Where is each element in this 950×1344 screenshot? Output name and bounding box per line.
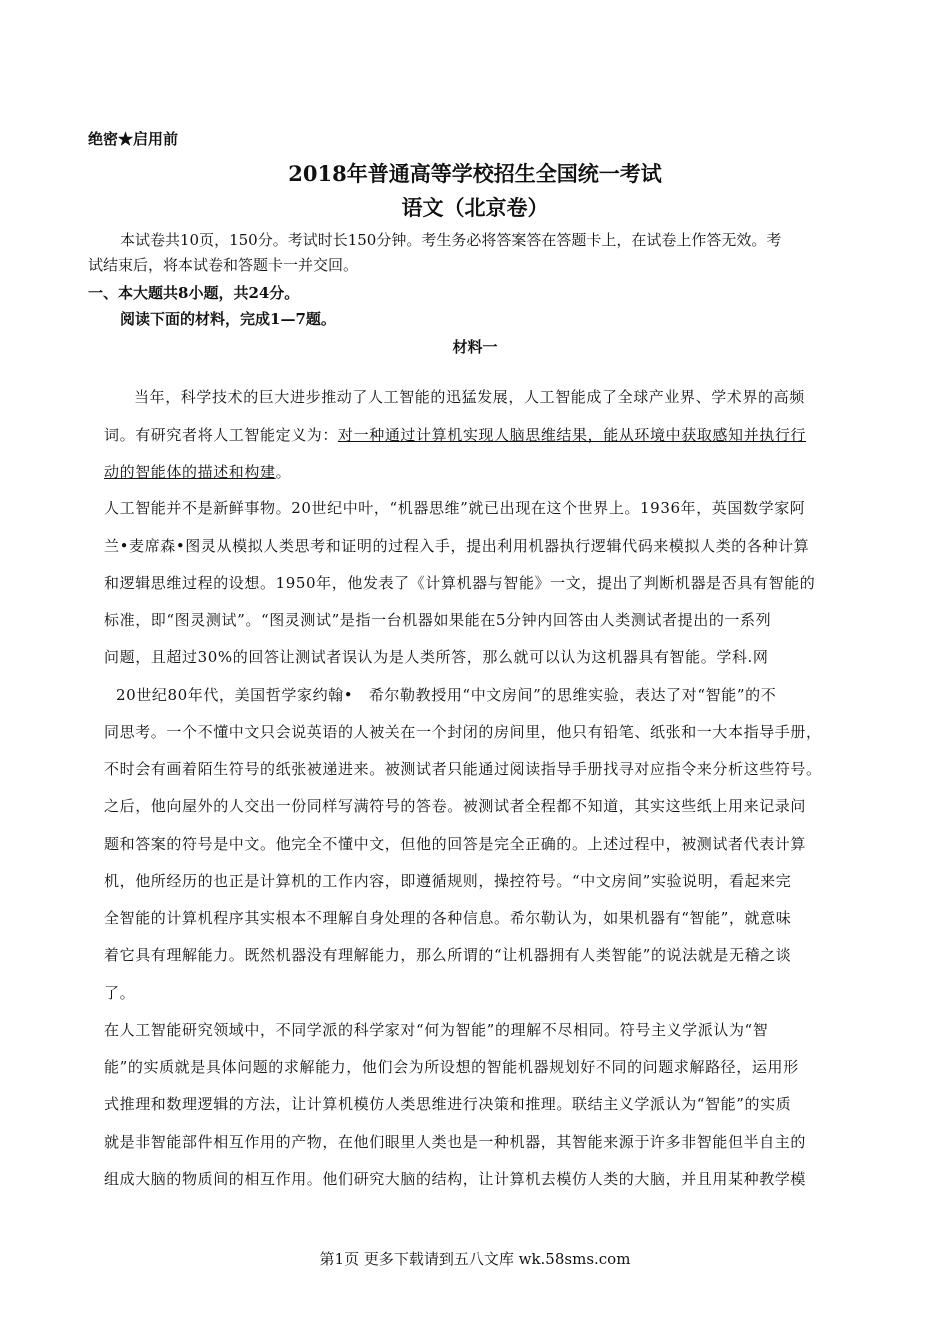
paragraph-line: 组成大脑的物质间的相互作用。他们研究大脑的结构，让计算机去模仿人类的大脑，并且用某种教学模 [104,1170,807,1188]
underlined-definition: 对一种通过计算机实现人脑思维结果，能从环境中获取感知并执行行 [338,426,807,444]
text-span: 。 [275,463,292,481]
paragraph-line: 题和答案的符号是中文。他完全不懂中文，但他的回答是完全正确的。上述过程中，被测试者代表计算 [104,835,807,853]
exam-title: 2018年普通高等学校招生全国统一考试 [288,161,662,186]
text-span: 词。有研究者将人工智能定义为： [104,426,339,444]
paragraph-line: 标准，即“图灵测试”。“图灵测试”是指一台机器如果能在5分钟内回答由人类测试者提出的一系列 [104,611,772,629]
paragraph-line: 20世纪80年代，美国哲学家约翰• 希尔勒教授用“中文房间”的思维实验，表达了对“智能”的不 [116,686,777,704]
section-heading: 一、本大题共8小题，共24分。 [88,284,300,302]
paragraph-line: 和逻辑思维过程的设想。1950年，他发表了《计算机器与智能》一文，提出了判断机器是否具有智能的 [104,574,816,592]
paragraph-line [104,424,806,445]
paragraph-line: 兰•麦席森•图灵从模拟人类思考和证明的过程入手，提出利用机器执行逻辑代码来模拟人类的各种计算 [104,537,810,555]
reading-instruction: 阅读下面的材料，完成1—7题。 [120,310,336,328]
paragraph-line: 不时会有画着陌生符号的纸张被递进来。被测试者只能通过阅读指导手册找寻对应指令来分析这些符号。 [104,760,822,778]
paragraph-line: 能”的实质就是具体问题的求解能力，他们会为所设想的智能机器规划好不同的问题求解路径，运用形 [104,1058,799,1076]
paragraph-line: 问题，且超过30%的回答让测试者误认为是人类所答，那么就可以认为这机器具有智能。学科.网 [104,648,769,666]
page-footer: 第1页 更多下载请到五八文库 wk.58sms.com [319,1250,631,1268]
underlined-definition: 动的智能体的描述和构建 [104,463,276,481]
paragraph-line: 着它具有理解能力。既然机器没有理解能力，那么所谓的“让机器拥有人类智能”的说法就是无稽之谈 [104,946,792,964]
paragraph-line: 同思考。一个不懂中文只会说英语的人被关在一个封闭的房间里，他只有铅笔、纸张和一大本指导手册， [104,723,822,741]
paragraph-line: 当年，科学技术的巨大进步推动了人工智能的迅猛发展，人工智能成了全球产业界、学术界的高频 [134,388,805,406]
confidential-label: 绝密★启用前 [88,130,179,148]
paragraph-line: 之后，他向屋外的人交出一份同样写满符号的答卷。被测试者全程都不知道，其实这些纸上用来记录问 [104,797,807,815]
intro-line-1: 本试卷共10页，150分。考试时长150分钟。考生务必将答案答在答题卡上，在试卷上作答无效。考 [120,231,782,249]
paragraph-line: 人工智能并不是新鲜事物。20世纪中叶，“机器思维”就已出现在这个世界上。1936年，英国数学家阿 [104,499,806,517]
material-title: 材料一 [452,338,498,356]
intro-line-2: 试结束后，将本试卷和答题卡一并交回。 [88,256,359,274]
paragraph-line: 在人工智能研究领域中，不同学派的科学家对“何为智能”的理解不尽相同。符号主义学派认为“智 [104,1021,769,1039]
paragraph-line: 全智能的计算机程序其实根本不理解自身处理的各种信息。希尔勒认为，如果机器有“智能”，就意味 [104,909,792,927]
paragraph-line: 式推理和数理逻辑的方法，让计算机模仿人类思维进行决策和推理。联结主义学派认为“智能”的实质 [104,1095,792,1113]
paragraph-line [104,461,291,482]
paragraph-line: 就是非智能部件相互作用的产物，在他们眼里人类也是一种机器，其智能来源于许多非智能但半自主的 [104,1133,807,1151]
paragraph-line: 了。 [104,984,136,1002]
subject-title: 语文（北京卷） [401,195,549,220]
paragraph-line: 机，他所经历的也正是计算机的工作内容，即遵循规则，操控符号。“中文房间”实验说明，看起来完 [104,872,792,890]
